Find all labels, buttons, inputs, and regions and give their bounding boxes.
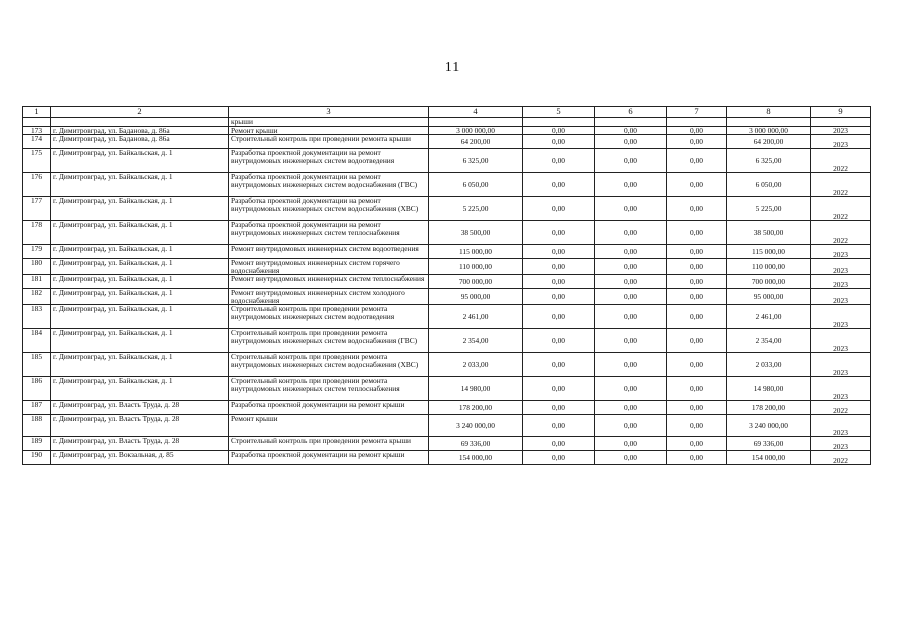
row-number: 177 [23, 197, 51, 221]
fund-cell: 0,00 [523, 259, 595, 275]
local-budget-cell: 0,00 [667, 377, 727, 401]
address-cell: г. Димитровград, ул. Власть Труда, д. 28 [51, 415, 229, 437]
address-cell: г. Димитровград, ул. Байкальская, д. 1 [51, 173, 229, 197]
row-number: 179 [23, 245, 51, 259]
column-header: 7 [667, 107, 727, 118]
address-cell: г. Димитровград, ул. Байкальская, д. 1 [51, 377, 229, 401]
year-cell: 2023 [811, 437, 871, 451]
budget-cell: 0,00 [595, 135, 667, 149]
total-cost-cell: 95 000,00 [429, 289, 523, 305]
page-number: 11 [444, 60, 461, 75]
table-row [23, 353, 871, 377]
local-budget-cell: 0,00 [667, 415, 727, 437]
owners-funds-cell: 110 000,00 [727, 259, 811, 275]
local-budget-cell: 0,00 [667, 245, 727, 259]
local-budget-cell: 0,00 [667, 275, 727, 289]
address-cell: г. Димитровград, ул. Власть Труда, д. 28 [51, 437, 229, 451]
table-row [23, 401, 871, 415]
row-number: 176 [23, 173, 51, 197]
fund-cell: 0,00 [523, 275, 595, 289]
table-row [23, 245, 871, 259]
table-row [23, 197, 871, 221]
table-row [23, 305, 871, 329]
work-type-cell: Разработка проектной документации на ремонт крыши [229, 401, 429, 415]
budget-cell: 0,00 [595, 197, 667, 221]
table-row [23, 221, 871, 245]
table-row [23, 126, 871, 135]
row-number: 187 [23, 401, 51, 415]
address-cell: г. Димитровград, ул. Баданова, д. 86а [51, 126, 229, 135]
fund-cell: 0,00 [523, 221, 595, 245]
work-type-cell: Строительный контроль при проведении ремонта внутридомовых инженерных систем водоснабжения (ГВС) [229, 329, 429, 353]
work-type-cell: Разработка проектной документации на ремонт внутридомовых инженерных систем водоснабжения (ХВС) [229, 197, 429, 221]
fund-cell: 0,00 [523, 289, 595, 305]
address-cell: г. Димитровград, ул. Байкальская, д. 1 [51, 197, 229, 221]
fund-cell: 0,00 [523, 329, 595, 353]
total-cost-cell: 14 980,00 [429, 377, 523, 401]
local-budget-cell: 0,00 [667, 221, 727, 245]
year-cell: 2022 [811, 221, 871, 245]
total-cost-cell: 6 050,00 [429, 173, 523, 197]
work-type-cell: Ремонт крыши [229, 126, 429, 135]
owners-funds-cell: 95 000,00 [727, 289, 811, 305]
owners-funds-cell: 2 461,00 [727, 305, 811, 329]
total-cost-cell: 6 325,00 [429, 149, 523, 173]
owners-funds-cell: 2 354,00 [727, 329, 811, 353]
year-cell: 2022 [811, 149, 871, 173]
total-cost-cell: 2 354,00 [429, 329, 523, 353]
row-number: 180 [23, 259, 51, 275]
address-cell: г. Димитровград, ул. Байкальская, д. 1 [51, 353, 229, 377]
header-row [23, 107, 871, 118]
address-cell: г. Димитровград, ул. Байкальская, д. 1 [51, 275, 229, 289]
work-type-cell: Разработка проектной документации на ремонт внутридомовых инженерных систем водоснабжения (ГВС) [229, 173, 429, 197]
continuation-row [23, 118, 871, 127]
budget-cell: 0,00 [595, 245, 667, 259]
owners-funds-cell: 6 325,00 [727, 149, 811, 173]
table-row [23, 149, 871, 173]
budget-cell: 0,00 [595, 126, 667, 135]
work-type-cell: Ремонт внутридомовых инженерных систем холодного водоснабжения [229, 289, 429, 305]
owners-funds-cell: 38 500,00 [727, 221, 811, 245]
fund-cell: 0,00 [523, 126, 595, 135]
address-cell: г. Димитровград, ул. Байкальская, д. 1 [51, 289, 229, 305]
work-type-cell: Ремонт внутридомовых инженерных систем водоотведения [229, 245, 429, 259]
local-budget-cell: 0,00 [667, 197, 727, 221]
budget-cell: 0,00 [595, 437, 667, 451]
row-number: 174 [23, 135, 51, 149]
budget-cell: 0,00 [595, 149, 667, 173]
address-cell: г. Димитровград, ул. Байкальская, д. 1 [51, 329, 229, 353]
work-type-cell: Разработка проектной документации на ремонт внутридомовых инженерных систем теплоснабжения [229, 221, 429, 245]
year-cell: 2022 [811, 451, 871, 465]
address-cell: г. Димитровград, ул. Байкальская, д. 1 [51, 245, 229, 259]
owners-funds-cell: 2 033,00 [727, 353, 811, 377]
local-budget-cell: 0,00 [667, 401, 727, 415]
row-number: 189 [23, 437, 51, 451]
address-cell: г. Димитровград, ул. Власть Труда, д. 28 [51, 401, 229, 415]
row-number: 173 [23, 126, 51, 135]
year-cell: 2022 [811, 197, 871, 221]
year-cell: 2023 [811, 126, 871, 135]
row-number: 182 [23, 289, 51, 305]
year-cell: 2023 [811, 353, 871, 377]
address-cell: г. Димитровград, ул. Байкальская, д. 1 [51, 305, 229, 329]
row-number: 184 [23, 329, 51, 353]
total-cost-cell: 110 000,00 [429, 259, 523, 275]
year-cell: 2023 [811, 135, 871, 149]
budget-cell: 0,00 [595, 275, 667, 289]
row-number: 181 [23, 275, 51, 289]
column-header: 1 [23, 107, 51, 118]
local-budget-cell: 0,00 [667, 353, 727, 377]
column-header: 6 [595, 107, 667, 118]
fund-cell: 0,00 [523, 377, 595, 401]
local-budget-cell: 0,00 [667, 329, 727, 353]
row-number: 190 [23, 451, 51, 465]
work-type-cell: Строительный контроль при проведении ремонта внутридомовых инженерных систем теплоснабжения [229, 377, 429, 401]
table-row [23, 289, 871, 305]
total-cost-cell: 3 240 000,00 [429, 415, 523, 437]
work-type-cell: Строительный контроль при проведении ремонта крыши [229, 437, 429, 451]
year-cell: 2023 [811, 245, 871, 259]
row-number: 183 [23, 305, 51, 329]
budget-cell: 0,00 [595, 415, 667, 437]
address-cell: г. Димитровград, ул. Байкальская, д. 1 [51, 221, 229, 245]
total-cost-cell: 5 225,00 [429, 197, 523, 221]
total-cost-cell: 69 336,00 [429, 437, 523, 451]
work-type-cell: Ремонт внутридомовых инженерных систем горячего водоснабжения [229, 259, 429, 275]
table-row [23, 329, 871, 353]
row-number: 178 [23, 221, 51, 245]
budget-cell: 0,00 [595, 353, 667, 377]
owners-funds-cell: 3 240 000,00 [727, 415, 811, 437]
total-cost-cell: 2 033,00 [429, 353, 523, 377]
budget-cell: 0,00 [595, 451, 667, 465]
fund-cell: 0,00 [523, 305, 595, 329]
owners-funds-cell: 6 050,00 [727, 173, 811, 197]
local-budget-cell: 0,00 [667, 135, 727, 149]
owners-funds-cell: 700 000,00 [727, 275, 811, 289]
year-cell: 2023 [811, 377, 871, 401]
row-number: 188 [23, 415, 51, 437]
work-type-cell: Разработка проектной документации на ремонт внутридомовых инженерных систем водоотведения [229, 149, 429, 173]
column-header: 4 [429, 107, 523, 118]
row-number: 185 [23, 353, 51, 377]
owners-funds-cell: 69 336,00 [727, 437, 811, 451]
local-budget-cell: 0,00 [667, 259, 727, 275]
work-type-cell: Строительный контроль при проведении ремонта крыши [229, 135, 429, 149]
year-cell: 2023 [811, 289, 871, 305]
fund-cell: 0,00 [523, 197, 595, 221]
fund-cell: 0,00 [523, 245, 595, 259]
column-header: 3 [229, 107, 429, 118]
table-row [23, 377, 871, 401]
budget-cell: 0,00 [595, 259, 667, 275]
fund-cell: 0,00 [523, 135, 595, 149]
budget-cell: 0,00 [595, 173, 667, 197]
table-row [23, 415, 871, 437]
address-cell: г. Димитровград, ул. Вокзальная, д. 85 [51, 451, 229, 465]
column-header: 8 [727, 107, 811, 118]
fund-cell: 0,00 [523, 173, 595, 197]
row-number: 175 [23, 149, 51, 173]
row-number: 186 [23, 377, 51, 401]
fund-cell: 0,00 [523, 149, 595, 173]
year-cell: 2022 [811, 401, 871, 415]
local-budget-cell: 0,00 [667, 437, 727, 451]
fund-cell: 0,00 [523, 353, 595, 377]
table-row [23, 451, 871, 465]
total-cost-cell: 38 500,00 [429, 221, 523, 245]
total-cost-cell: 154 000,00 [429, 451, 523, 465]
total-cost-cell: 178 200,00 [429, 401, 523, 415]
column-header: 5 [523, 107, 595, 118]
owners-funds-cell: 115 000,00 [727, 245, 811, 259]
work-type-cell: Ремонт крыши [229, 415, 429, 437]
budget-cell: 0,00 [595, 377, 667, 401]
address-cell: г. Димитровград, ул. Байкальская, д. 1 [51, 259, 229, 275]
address-cell: г. Димитровград, ул. Байкальская, д. 1 [51, 149, 229, 173]
table-row [23, 437, 871, 451]
work-type-cell: Разработка проектной документации на ремонт крыши [229, 451, 429, 465]
column-header: 9 [811, 107, 871, 118]
table-row [23, 173, 871, 197]
local-budget-cell: 0,00 [667, 289, 727, 305]
table-row [23, 275, 871, 289]
year-cell: 2023 [811, 259, 871, 275]
local-budget-cell: 0,00 [667, 149, 727, 173]
budget-cell: 0,00 [595, 329, 667, 353]
local-budget-cell: 0,00 [667, 126, 727, 135]
year-cell: 2023 [811, 329, 871, 353]
local-budget-cell: 0,00 [667, 173, 727, 197]
year-cell: 2023 [811, 275, 871, 289]
budget-cell: 0,00 [595, 305, 667, 329]
total-cost-cell: 3 000 000,00 [429, 126, 523, 135]
total-cost-cell: 2 461,00 [429, 305, 523, 329]
owners-funds-cell: 14 980,00 [727, 377, 811, 401]
owners-funds-cell: 64 200,00 [727, 135, 811, 149]
year-cell: 2022 [811, 173, 871, 197]
table-row [23, 135, 871, 149]
local-budget-cell: 0,00 [667, 305, 727, 329]
owners-funds-cell: 3 000 000,00 [727, 126, 811, 135]
continuation-text: крыши [229, 118, 429, 127]
fund-cell: 0,00 [523, 415, 595, 437]
budget-cell: 0,00 [595, 221, 667, 245]
work-type-cell: Строительный контроль при проведении ремонта внутридомовых инженерных систем водоснабжения (ХВС) [229, 353, 429, 377]
column-header: 2 [51, 107, 229, 118]
total-cost-cell: 115 000,00 [429, 245, 523, 259]
total-cost-cell: 700 000,00 [429, 275, 523, 289]
budget-cell: 0,00 [595, 401, 667, 415]
fund-cell: 0,00 [523, 437, 595, 451]
address-cell: г. Димитровград, ул. Баданова, д. 86а [51, 135, 229, 149]
total-cost-cell: 64 200,00 [429, 135, 523, 149]
fund-cell: 0,00 [523, 401, 595, 415]
table-row [23, 259, 871, 275]
local-budget-cell: 0,00 [667, 451, 727, 465]
works-table [22, 106, 871, 465]
budget-cell: 0,00 [595, 289, 667, 305]
fund-cell: 0,00 [523, 451, 595, 465]
owners-funds-cell: 5 225,00 [727, 197, 811, 221]
year-cell: 2023 [811, 415, 871, 437]
owners-funds-cell: 178 200,00 [727, 401, 811, 415]
work-type-cell: Ремонт внутридомовых инженерных систем теплоснабжения [229, 275, 429, 289]
work-type-cell: Строительный контроль при проведении ремонта внутридомовых инженерных систем водоотведения [229, 305, 429, 329]
year-cell: 2023 [811, 305, 871, 329]
owners-funds-cell: 154 000,00 [727, 451, 811, 465]
